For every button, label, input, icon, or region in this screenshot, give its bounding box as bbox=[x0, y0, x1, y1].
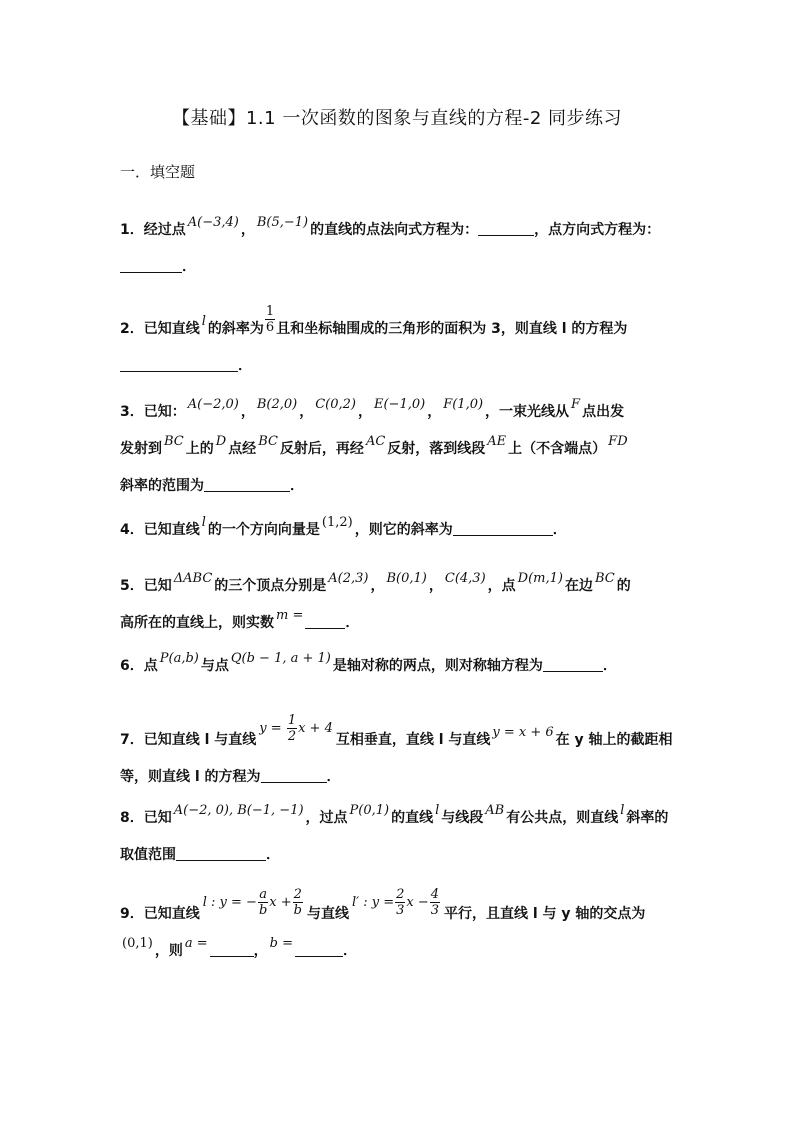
question-text: 发射到 bbox=[120, 441, 162, 457]
question-text: ，点方向式方程为： bbox=[534, 222, 661, 238]
math-expr: BC bbox=[594, 571, 615, 586]
question-2 bbox=[120, 303, 680, 384]
fraction-denominator: 3 bbox=[430, 903, 440, 918]
fraction-numerator: 2 bbox=[293, 887, 302, 902]
math-expr: (1,2) bbox=[321, 515, 353, 530]
math-expr: P(0,1) bbox=[349, 803, 390, 818]
question-text: 已知 bbox=[143, 810, 172, 826]
answer-blank[interactable] bbox=[453, 521, 553, 536]
math-expr: BC bbox=[258, 434, 278, 449]
fraction-numerator: 1 bbox=[287, 713, 297, 728]
question-text: ， bbox=[370, 578, 385, 594]
math-expr: (0,1) bbox=[122, 936, 153, 951]
question-text: 已知直线 bbox=[143, 321, 200, 337]
question-text: ， bbox=[240, 222, 255, 238]
question-text: 在 y 轴上的截距相 bbox=[555, 732, 673, 748]
question-text: ，一束光线从 bbox=[485, 404, 570, 420]
question-text: ， bbox=[427, 404, 442, 420]
question-text: ， bbox=[358, 404, 372, 420]
math-expr: Q(b − 1, a + 1) bbox=[230, 651, 331, 666]
question-text: 互相垂直，直线 l 与直线 bbox=[335, 732, 491, 748]
math-part: y = bbox=[259, 721, 282, 736]
math-expr: B(5,−1) bbox=[256, 215, 309, 230]
question-text: 是轴对称的两点，则对称轴方程为 bbox=[332, 658, 543, 674]
question-number: 3． bbox=[120, 404, 144, 420]
question-text: 的 bbox=[616, 578, 631, 594]
math-expr: l bbox=[201, 515, 206, 530]
math-expr: P(a,b) bbox=[159, 651, 199, 666]
question-number: 1． bbox=[120, 222, 144, 238]
question-number: 6． bbox=[120, 658, 144, 674]
question-text: 的三个顶点分别是 bbox=[214, 578, 327, 594]
question-text: 与线段 bbox=[441, 810, 484, 826]
question-text: 已知直线 bbox=[143, 522, 200, 538]
question-text: ． bbox=[342, 943, 357, 959]
section-heading: 一．填空题 bbox=[120, 163, 196, 181]
question-text: ． bbox=[345, 615, 360, 631]
question-1 bbox=[120, 212, 680, 285]
fraction-numerator: 1 bbox=[265, 303, 275, 319]
question-text: ． bbox=[182, 259, 196, 275]
math-expr: AE bbox=[487, 434, 507, 449]
answer-blank[interactable] bbox=[295, 942, 343, 957]
answer-blank[interactable] bbox=[204, 477, 290, 492]
fraction-denominator: b bbox=[293, 903, 302, 918]
question-text: 已知： bbox=[143, 404, 186, 420]
question-9 bbox=[120, 887, 680, 970]
question-text: 与直线 bbox=[306, 906, 349, 922]
fraction-denominator: 3 bbox=[396, 903, 405, 918]
question-text: 已知直线 l 与直线 bbox=[143, 732, 257, 748]
math-expr: D(m,1) bbox=[517, 571, 563, 586]
question-text: ． bbox=[552, 522, 567, 538]
question-7 bbox=[120, 713, 680, 795]
question-text: 点出发 bbox=[582, 404, 625, 420]
math-expr: AB bbox=[485, 803, 505, 818]
question-text: 与点 bbox=[200, 658, 229, 674]
math-expr: A(2,3) bbox=[328, 571, 369, 586]
math-expr bbox=[203, 885, 304, 921]
math-expr: l bbox=[435, 803, 440, 818]
question-text: 反射后，再经 bbox=[279, 441, 364, 457]
answer-blank[interactable] bbox=[478, 221, 534, 236]
fraction bbox=[287, 713, 297, 744]
question-4 bbox=[120, 512, 680, 549]
fraction bbox=[265, 304, 275, 335]
math-expr bbox=[259, 711, 333, 747]
answer-blank[interactable] bbox=[210, 942, 254, 957]
math-expr: FD bbox=[608, 434, 628, 449]
question-text: 且和坐标轴围成的三角形的面积为 3，则直线 l 的方程为 bbox=[276, 321, 628, 337]
math-expr: C(0,2) bbox=[315, 397, 356, 412]
question-text: 已知 bbox=[143, 578, 172, 594]
question-text: 已知直线 bbox=[143, 906, 200, 922]
math-expr: m = bbox=[276, 608, 304, 623]
math-expr: A(−2,0) bbox=[187, 397, 239, 412]
question-text: 有公共点，则直线 bbox=[506, 810, 619, 826]
math-expr: E(−1,0) bbox=[374, 397, 426, 412]
question-number: 9． bbox=[120, 906, 144, 922]
answer-blank[interactable] bbox=[305, 614, 345, 629]
question-text: 高所在的直线上，则实数 bbox=[120, 615, 274, 631]
question-text: ，点 bbox=[487, 578, 516, 594]
math-part: x + 4 bbox=[298, 721, 333, 736]
question-text: ， bbox=[253, 943, 268, 959]
fraction-denominator: 6 bbox=[265, 319, 275, 335]
question-text: 上（不含端点） bbox=[508, 441, 607, 457]
math-expr bbox=[352, 885, 441, 921]
math-expr: l bbox=[201, 314, 206, 329]
question-text: 斜率的范围为 bbox=[120, 478, 204, 494]
question-text: 的直线的点法向式方程为： bbox=[310, 222, 479, 238]
answer-blank[interactable] bbox=[543, 657, 603, 672]
question-text: ， bbox=[299, 404, 314, 420]
math-part: x + bbox=[269, 895, 292, 910]
question-text: ， bbox=[428, 578, 443, 594]
question-5 bbox=[120, 568, 680, 642]
question-text: 反射，落到线段 bbox=[387, 441, 486, 457]
fraction-denominator: b bbox=[258, 903, 268, 918]
question-text: ． bbox=[290, 478, 304, 494]
math-part: l′ : y = bbox=[351, 895, 395, 910]
answer-blank[interactable] bbox=[120, 258, 182, 273]
math-expr: b = bbox=[269, 936, 293, 951]
math-expr: A(−2, 0), B(−1, −1) bbox=[173, 803, 304, 818]
question-text: 经过点 bbox=[143, 222, 186, 238]
fraction-numerator: 2 bbox=[396, 887, 405, 902]
math-expr: B(0,1) bbox=[386, 571, 427, 586]
math-part: x − bbox=[406, 895, 429, 910]
answer-blank[interactable] bbox=[176, 846, 266, 861]
question-number: 7． bbox=[120, 732, 144, 748]
question-text: 的斜率为 bbox=[207, 321, 264, 337]
question-text: ， bbox=[240, 404, 255, 420]
question-text: 点经 bbox=[228, 441, 257, 457]
question-text: ，则它的斜率为 bbox=[354, 522, 453, 538]
question-text: ，则 bbox=[154, 943, 183, 959]
question-text: 平行，且直线 l 与 y 轴的交点为 bbox=[444, 906, 646, 922]
question-text: 上的 bbox=[185, 441, 214, 457]
question-text: 在边 bbox=[564, 578, 593, 594]
fraction-numerator: 4 bbox=[430, 887, 440, 902]
fraction bbox=[258, 887, 268, 918]
math-expr: AC bbox=[365, 434, 386, 449]
question-text: 点 bbox=[143, 658, 158, 674]
math-expr: F bbox=[571, 397, 581, 412]
answer-blank[interactable] bbox=[261, 768, 327, 783]
math-expr: F(1,0) bbox=[443, 397, 484, 412]
math-expr: D bbox=[215, 434, 227, 449]
fraction-denominator: 2 bbox=[287, 729, 297, 744]
question-number: 4． bbox=[120, 522, 144, 538]
question-8 bbox=[120, 800, 680, 873]
question-text: ． bbox=[266, 847, 280, 863]
math-expr: C(4,3) bbox=[444, 571, 486, 586]
question-text: ． bbox=[602, 658, 617, 674]
fraction bbox=[395, 887, 405, 918]
math-expr: y = x + 6 bbox=[492, 725, 554, 740]
math-expr: A(−3,4) bbox=[187, 215, 239, 230]
question-text: ． bbox=[326, 769, 341, 785]
math-expr: a = bbox=[184, 936, 208, 951]
fraction-numerator: a bbox=[259, 887, 267, 902]
math-expr: BC bbox=[164, 434, 184, 449]
answer-blank[interactable] bbox=[120, 357, 238, 372]
question-text: 的直线 bbox=[391, 810, 434, 826]
math-part: l : y = − bbox=[202, 895, 257, 910]
question-6 bbox=[120, 648, 680, 685]
question-text: 的一个方向向量是 bbox=[207, 522, 320, 538]
question-3 bbox=[120, 394, 680, 504]
fraction bbox=[293, 887, 303, 918]
question-text: ． bbox=[238, 358, 252, 374]
math-expr: ΔABC bbox=[173, 571, 213, 586]
math-expr: B(2,0) bbox=[256, 397, 298, 412]
fraction bbox=[430, 887, 440, 918]
question-number: 8． bbox=[120, 810, 144, 826]
question-number: 5． bbox=[120, 578, 144, 594]
question-text: 斜率的 bbox=[626, 810, 669, 826]
question-number: 2． bbox=[120, 321, 144, 337]
page-title: 【基础】1.1 一次函数的图象与直线的方程-2 同步练习 bbox=[171, 108, 622, 129]
question-text: 等，则直线 l 的方程为 bbox=[120, 769, 261, 785]
question-text: ，过点 bbox=[305, 810, 348, 826]
question-text: 取值范围 bbox=[120, 847, 176, 863]
math-expr: l bbox=[620, 803, 625, 818]
